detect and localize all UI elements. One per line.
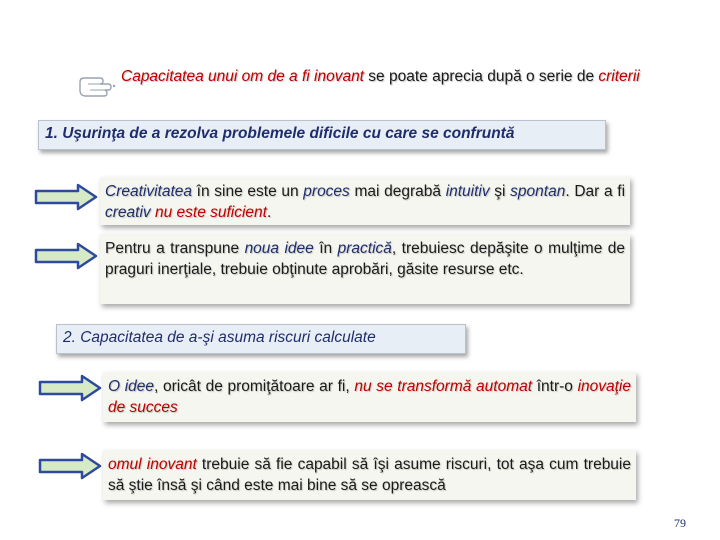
paragraph-risk: omul inovant trebuie să fie capabil să îşi asume riscuri, tot aşa cum trebuie să ştie însă şi când este mai bine să se oprească [103, 450, 636, 500]
paragraph-idea: O idee, oricât de promiţătoare ar fi, nu se transformă automat într-o inovaţie de succes [103, 372, 636, 422]
right-arrow-icon [34, 242, 98, 270]
paragraph-creativity: Creativitatea în sine este un proces mai degrabă intuitiv şi spontan. Dar a fi creativ nu este suficient. [100, 177, 630, 225]
right-arrow-icon [38, 374, 102, 402]
intro-plain: se poate aprecia după o serie de [364, 68, 599, 85]
intro-criteria: criterii [598, 68, 640, 85]
heading-criterion-1: 1. Uşurinţa de a rezolva problemele dificile cu care se confruntă [38, 120, 606, 150]
intro-emphasis: Capacitatea unui om de a fi inovant [121, 68, 364, 85]
right-arrow-icon [34, 183, 98, 211]
paragraph-practice: Pentru a transpune noua idee în practică, trebuiesc depăşite o mulţime de praguri inerţiale, trebuie obţinute aprobări, găsite resurse etc. [100, 234, 630, 304]
pointing-hand-icon [78, 72, 118, 98]
heading-criterion-2: 2. Capacitatea de a-şi asuma riscuri calculate [56, 324, 466, 354]
page-number: 79 [674, 516, 686, 530]
right-arrow-icon [38, 452, 102, 480]
intro-text [121, 66, 641, 87]
